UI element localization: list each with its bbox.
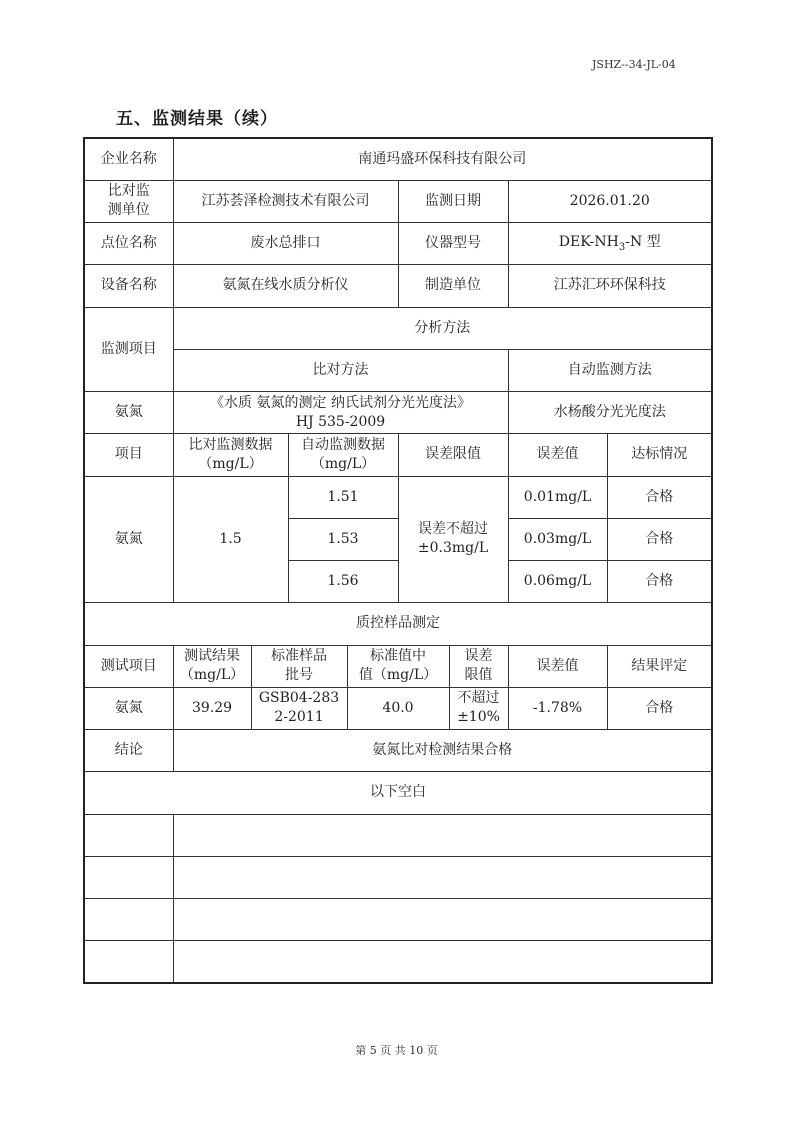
- qc-limit-value-line2: ±10%: [457, 709, 500, 726]
- qc-error-value: -1.78%: [508, 687, 607, 729]
- qc-batch-value-line1: GSB04-283: [258, 690, 340, 707]
- page-number: 第 5 页 共 10 页: [355, 1044, 438, 1057]
- model-prefix: DEK-NH: [558, 233, 619, 250]
- conclusion-value: 氨氮比对检测结果合格: [173, 730, 712, 772]
- qc-batch-header: [251, 645, 347, 687]
- comparison-data-header-line2: （mg/L）: [198, 455, 263, 472]
- qc-limit-header: [449, 645, 508, 687]
- enterprise-row: [84, 138, 712, 180]
- manufacturer-value: 江苏汇环环保科技: [508, 265, 712, 307]
- conclusion-label: 结论: [84, 730, 173, 772]
- comparison-method-line2: HJ 535-2009: [295, 413, 386, 430]
- auto-method-value: 水杨酸分光光度法: [508, 392, 712, 434]
- monitoring-unit-label: [84, 180, 173, 222]
- qc-title-row: [84, 603, 712, 645]
- point-row: [84, 223, 712, 265]
- empty-row: [84, 941, 712, 983]
- compliance-status: 合格: [607, 561, 712, 603]
- empty-cell: [173, 899, 712, 941]
- compliance-status: 合格: [607, 476, 712, 518]
- qc-limit-header-line1: 误差: [464, 648, 493, 665]
- comparison-data-header-line1: 比对监测数据: [188, 436, 273, 453]
- comparison-data-header: [173, 434, 288, 476]
- device-row: [84, 265, 712, 307]
- empty-cell: [173, 941, 712, 983]
- comparison-item-header: 项目: [84, 434, 173, 476]
- comparison-method-label: 比对方法: [173, 349, 508, 391]
- comparison-value: 1.5: [173, 476, 288, 603]
- empty-row: [84, 856, 712, 898]
- qc-item-name: 氨氮: [84, 687, 173, 729]
- empty-cell: [84, 814, 173, 856]
- qc-evaluation-header: 结果评定: [607, 645, 712, 687]
- error-value: 0.01mg/L: [508, 476, 607, 518]
- analysis-method-header-row: [84, 307, 712, 349]
- section-title: 五、监测结果（续）: [116, 109, 278, 129]
- enterprise-label: 企业名称: [84, 138, 173, 180]
- auto-value: 1.51: [288, 476, 398, 518]
- error-value-header: 误差值: [508, 434, 607, 476]
- empty-cell: [84, 856, 173, 898]
- empty-cell: [173, 814, 712, 856]
- method-detail-row: [84, 392, 712, 434]
- comparison-row: [84, 476, 712, 518]
- qc-batch-value-line2: 2-2011: [274, 709, 324, 726]
- device-value: 氨氮在线水质分析仪: [173, 265, 398, 307]
- comparison-item-name: 氨氮: [84, 476, 173, 603]
- error-limit-line2: ±0.3mg/L: [417, 540, 489, 557]
- compliance-header: 达标情况: [607, 434, 712, 476]
- error-limit-line1: 误差不超过: [418, 521, 488, 538]
- monitoring-date-label: 监测日期: [398, 180, 508, 222]
- error-limit-header: 误差限值: [398, 434, 508, 476]
- error-value: 0.03mg/L: [508, 518, 607, 560]
- error-value: 0.06mg/L: [508, 561, 607, 603]
- qc-limit-value-line1: 不超过: [457, 690, 500, 707]
- method-type-row: [84, 349, 712, 391]
- qc-batch-value: [251, 687, 347, 729]
- monitoring-unit-label-line2: 测单位: [107, 202, 150, 219]
- monitoring-date-value: 2026.01.20: [508, 180, 712, 222]
- auto-data-header: [288, 434, 398, 476]
- qc-result-header: [173, 645, 251, 687]
- blank-below-note: 以下空白: [84, 772, 712, 814]
- method-item-name: 氨氮: [84, 392, 173, 434]
- document-code: JSHZ--34-JL-04: [592, 58, 676, 71]
- qc-standard-value: 40.0: [347, 687, 449, 729]
- manufacturer-label: 制造单位: [398, 265, 508, 307]
- monitoring-results-table: [83, 137, 713, 984]
- qc-result-value: 39.29: [173, 687, 251, 729]
- qc-result-header-line2: （mg/L）: [179, 667, 245, 684]
- monitoring-unit-value: 江苏荟泽检测技术有限公司: [173, 180, 398, 222]
- monitoring-unit-label-line1: 比对监: [107, 183, 150, 200]
- blank-note-row: [84, 772, 712, 814]
- monitoring-item-label: 监测项目: [84, 307, 173, 392]
- monitoring-unit-row: [84, 180, 712, 222]
- enterprise-value: 南通玛盛环保科技有限公司: [173, 138, 712, 180]
- qc-standard-header-line1: 标准值中: [370, 648, 426, 665]
- model-subscript: 3: [618, 241, 626, 253]
- qc-result-header-line1: 测试结果: [184, 648, 240, 665]
- analysis-method-label: 分析方法: [173, 307, 712, 349]
- empty-cell: [173, 856, 712, 898]
- qc-limit-value: [449, 687, 508, 729]
- comparison-header-row: [84, 434, 712, 476]
- comparison-method-line1: 《水质 氨氮的测定 纳氏试剂分光光度法》: [210, 394, 471, 411]
- conclusion-row: [84, 730, 712, 772]
- qc-standard-header: [347, 645, 449, 687]
- qc-error-header: 误差值: [508, 645, 607, 687]
- device-label: 设备名称: [84, 265, 173, 307]
- auto-value: 1.53: [288, 518, 398, 560]
- auto-data-header-line2: （mg/L）: [310, 455, 376, 472]
- qc-item-header: 测试项目: [84, 645, 173, 687]
- qc-title: 质控样品测定: [84, 603, 712, 645]
- auto-data-header-line1: 自动监测数据: [301, 436, 385, 453]
- empty-row: [84, 814, 712, 856]
- qc-data-row: [84, 687, 712, 729]
- qc-evaluation-value: 合格: [607, 687, 712, 729]
- qc-limit-header-line2: 限值: [464, 667, 493, 684]
- comparison-method-value: [173, 392, 508, 434]
- error-limit-value: [398, 476, 508, 603]
- qc-batch-header-line1: 标准样品: [271, 648, 327, 665]
- auto-method-label: 自动监测方法: [508, 349, 712, 391]
- auto-value: 1.56: [288, 561, 398, 603]
- instrument-model-label: 仪器型号: [398, 223, 508, 265]
- empty-cell: [84, 899, 173, 941]
- qc-standard-header-line2: 值（mg/L）: [358, 667, 438, 684]
- point-label: 点位名称: [84, 223, 173, 265]
- qc-batch-header-line2: 批号: [285, 667, 313, 684]
- point-value: 废水总排口: [173, 223, 398, 265]
- empty-row: [84, 899, 712, 941]
- empty-cell: [84, 941, 173, 983]
- qc-header-row: [84, 645, 712, 687]
- instrument-model-value: [508, 223, 712, 265]
- compliance-status: 合格: [607, 518, 712, 560]
- model-suffix: -N 型: [625, 233, 661, 250]
